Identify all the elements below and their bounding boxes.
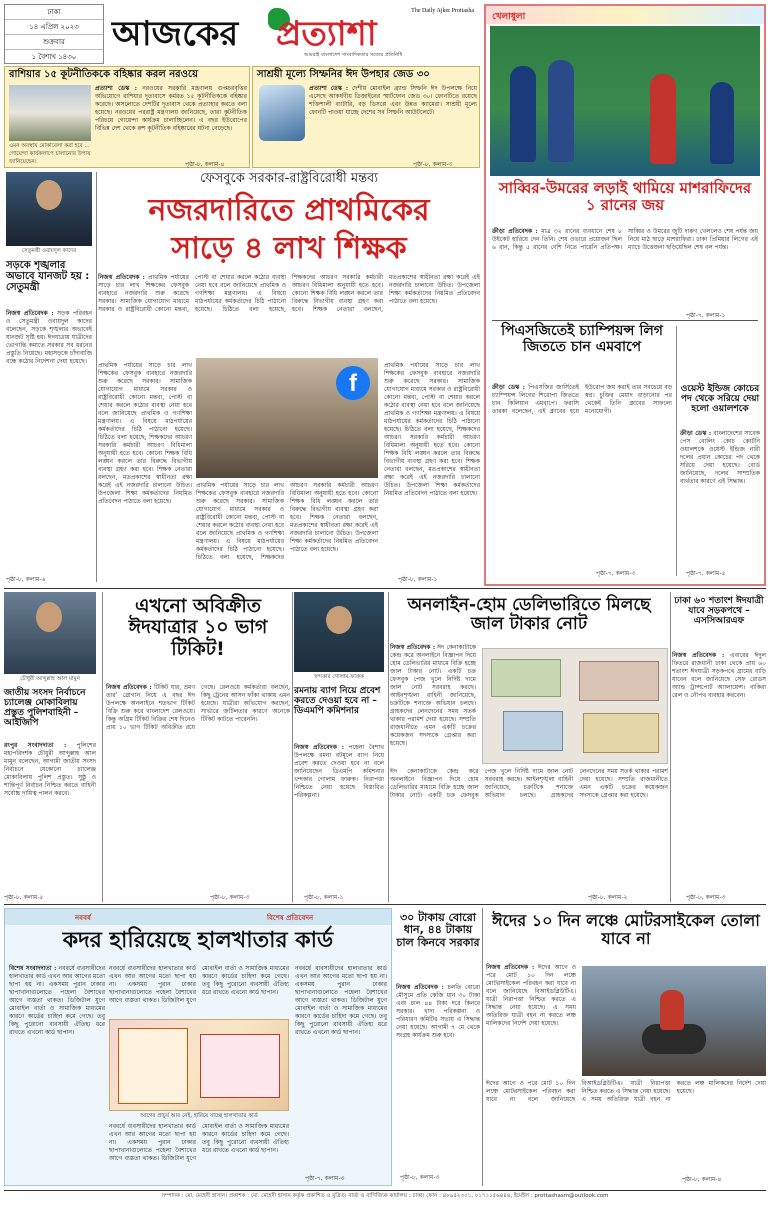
halkhata-card-1 (118, 1028, 188, 1104)
note-bundle-1 (491, 659, 561, 697)
note-bundle-4 (583, 713, 659, 753)
ramna-photo (294, 592, 384, 672)
setu-headline: সড়কে শৃঙ্খলার অভাবে যানজট হয় : সেতুমন্ত্রী (6, 260, 90, 294)
player-figure-4 (710, 82, 734, 164)
westindies-body: বাংলাদেশের সাবেক পেস বোলিং কোচ কোর্টনি ওয়ালশকে ওয়েস্ট ইন্ডিজ নারী দলের প্রধান কোচের পদ থেকে সরিয়ে দেয়া হয়েছে। বোর্ড জানিয়েছে, দলের সাম্প্রতিক ব্যর্থতার কারণে এই সিদ্ধান্ত। (680, 430, 760, 485)
story-norway (4, 66, 250, 168)
sports-continue: পৃষ্ঠা-৭, কলাম-১ (686, 312, 726, 319)
story-police (4, 592, 100, 902)
tickets-text (106, 684, 290, 890)
story-setu (4, 172, 94, 584)
halkhata-text-left (9, 965, 105, 1177)
sports-body: মাত্র ৩২ রানের ব্যবধানে শেষ ৮ উইকেট হারিয়ে দেন তিনি। শেষ ওভারে প্রয়োজন ছিল ৬ রান, কিন্তু ৫ রানের বেশি নিতে পারেনি প্রতিপক্ষ। সাব্বির ও উমরের জুটি দারুণ খেললেও শেষ পর্যন্ত জয় নিয়ে মাঠ ছাড়ে মাশরাফিরা। ঢাকা প্রিমিয়ার লিগের এই ম্যাচে উত্তেজনা ছড়িয়েছিল শেষ বল পর্যন্ত। (492, 228, 758, 251)
lead-text-bottom: প্রাথমিক পর্যায়ের সাড়ে চার লাখ শিক্ষকের ফেসবুক ব্যবহারে নজরদারি শুরু করেছে সরকার। সামাজিক যোগাযোগ মাধ্যমে সরকার ও রাষ্ট্রবিরোধী কোনো মন্তব্য, পোস্ট বা শেয়ার করলে কঠোর ব্যবস্থা নেয়া হবে বলে জানিয়েছে প্রাথমিক ও গণশিক্ষা মন্ত্রণালয়। এ বিষয়ে মাঠপর্যায়ের কর্মকর্তাদের চিঠি পাঠানো হয়েছে। চিঠিতে বলা হয়েছে, শিক্ষকদের আচরণ সরকারি কর্মচারী আচরণ বিধিমালা অনুযায়ী হতে হবে। কোনো শিক্ষক বিধি লঙ্ঘন করলে তার বিরুদ্ধে বিভাগীয় ব্যবস্থা গ্রহণ করা হবে। শিক্ষক নেতারা বলছেন, মতপ্রকাশের স্বাধীনতা রক্ষা করেই এই নজরদারি চালানো উচিত। উপজেলা শিক্ষা কর্মকর্তাদের নিয়মিত প্রতিবেদন পাঠাতে বলা হয়েছে। (196, 482, 378, 561)
westindies-continue: পৃষ্ঠা-৭, কলাম-৫ (686, 570, 726, 577)
ramna-continue: পৃষ্ঠা-৮, কলাম-১ (304, 894, 344, 901)
note-bundle-3 (503, 711, 563, 751)
cricket-photo (490, 26, 760, 176)
police-headline: জাতীয় সংসদ নির্বাচনে চ্যালেঞ্জ মোকাবিলায় প্রস্তুত পুলিশবাহিনী –আইজিপি (4, 688, 86, 729)
police-continue: পৃষ্ঠা-৮, কলাম-৫ (4, 894, 44, 901)
psg-byline: ক্রীড়া ডেস্ক : (492, 384, 525, 391)
halkhata-continue: পৃষ্ঠা-৭, কলাম-৩ (305, 1175, 345, 1182)
lead-byline: নিজস্ব প্রতিবেদক : (98, 274, 145, 281)
norway-photo (9, 85, 91, 141)
ramna-byline: নিজস্ব প্রতিবেদক : (294, 744, 344, 751)
setu-photo (6, 172, 92, 246)
player-figure-2 (548, 60, 574, 162)
motorcycle-text-bottom: ঈদের আগে ও পরে মোট ১০ দিন লঞ্চে মোটরসাইকেল পরিবহন করা যাবে না বলে জানিয়েছে বিআইডব্লিউটিএ। যাত্রী নিরাপত্তা নিশ্চিত করতে এ সিদ্ধান্ত নেয়া হয়েছে। এ সময় অতিরিক্ত যাত্রী বহন না করতে লঞ্চ মালিকদের নির্দেশ দেয়া হয়েছে। (486, 1080, 766, 1103)
sports-banner (486, 6, 764, 24)
halkhata-label-right: বিশেষ প্রতিবেদন (267, 914, 314, 922)
imprint-footer: সম্পাদক : মো. মেহেদী হাসান। প্রকাশক : মো. মেহেদী হাসান কর্তৃক প্রকাশিত ও মুদ্রিত। বার্তা ও বাণিজ্যিক কার্যালয় : ঢাকা। ফোন : ৪৮৯৫২৩০১, ০১৭১১৫৬৪৪৪, ইমেইল : prottashasm@outlook.com (161, 1193, 609, 1199)
police-face (36, 602, 62, 632)
fakenote-text-left (390, 644, 476, 764)
date-city: ঢাকা (47, 8, 61, 16)
symphony-body: দেশীয় মোবাইল ব্র্যান্ড সিম্ফনি ঈদ উপলক্ষে নিয়ে এসেছে আকর্ষণীয় ডিজাইনের স্মার্টফোন জেড ৩০। ফোনটিতে রয়েছে শক্তিশালী ব্যাটারি, বড় ডিসপ্লে এবং উন্নত ক্যামেরা। সাশ্রয়ী মূল্যে ফোনটি পাওয়া যাচ্ছে দেশের সব সিম্ফনি আউটলেটে। (309, 85, 477, 116)
facebook-icon: f (336, 366, 370, 400)
tenth-headline: ঢাকা ৬০ শতাংশ ঈদযাত্রী যাবে সড়কপথে –এসসিআরএফ (674, 596, 764, 627)
norway-caption: এমন অবস্থায় মোকাবেলা করা হবে ... গোয়েন্দা কার্যকলাপে চালানোর উপায় জানিয়েছেন। (9, 143, 91, 165)
symphony-headline: সাশ্রয়ী মূল্যে সিম্ফনির ঈদ উপহার জেড ৩০ (257, 69, 430, 80)
story-fake-notes (390, 592, 668, 902)
date-bangla: ১ বৈশাখ ১৪৩০ (5, 49, 103, 64)
fakenote-continue: পৃষ্ঠা-৮, কলাম-২ (588, 894, 628, 901)
tagline: আমরাই বাংলাদেশ সাংবাদিকতার সত্যের প্রতিনিধি (304, 52, 403, 58)
norway-text (95, 85, 247, 157)
lead-text-right: প্রাথমিক পর্যায়ের সাড়ে চার লাখ শিক্ষকের ফেসবুক ব্যবহারে নজরদারি শুরু করেছে সরকার। সামাজিক যোগাযোগ মাধ্যমে সরকার ও রাষ্ট্রবিরোধী কোনো মন্তব্য, পোস্ট বা শেয়ার করলে কঠোর ব্যবস্থা নেয়া হবে বলে জানিয়েছে প্রাথমিক ও গণশিক্ষা মন্ত্রণালয়। এ বিষয়ে মাঠপর্যায়ের কর্মকর্তাদের চিঠি পাঠানো হয়েছে। চিঠিতে বলা হয়েছে, শিক্ষকদের আচরণ সরকারি কর্মচারী আচরণ বিধিমালা অনুযায়ী হতে হবে। কোনো শিক্ষক বিধি লঙ্ঘন করলে তার বিরুদ্ধে বিভাগীয় ব্যবস্থা গ্রহণ করা হবে। শিক্ষক নেতারা বলছেন, মতপ্রকাশের স্বাধীনতা রক্ষা করেই এই নজরদারি চালানো উচিত। উপজেলা শিক্ষা কর্মকর্তাদের নিয়মিত প্রতিবেদন পাঠাতে বলা হয়েছে। (384, 362, 480, 497)
symphony-text (309, 85, 477, 157)
ramna-face (326, 606, 352, 634)
setu-face (36, 180, 62, 210)
lead-kicker: ফেসবুকে সরকার-রাষ্ট্রবিরোধী মন্তব্য (199, 171, 379, 186)
halkhata-card-2 (200, 1034, 280, 1098)
sports-divider (492, 320, 758, 321)
setu-continue: পৃষ্ঠা-৮, কলাম-৬ (6, 576, 46, 583)
middle-divider (4, 588, 766, 589)
fakenote-byline: নিজস্ব প্রতিবেদক : (390, 644, 436, 651)
symphony-continue: পৃষ্ঠা-৮, কলাম-৩ (413, 161, 453, 168)
fakenote-headline: অনলাইন-হোম ডেলিভারিতে মিলছে জাল টাকার নোট (407, 595, 651, 635)
halkhata-label-left: নববর্ষ (75, 914, 91, 922)
classroom-photo (196, 358, 378, 478)
date-weekday: শুক্রবার (5, 34, 103, 49)
halkhata-card-photo (109, 1019, 289, 1111)
lead-headline-line2: সাড়ে ৪ লাখ শিক্ষক (171, 231, 407, 266)
police-caption: চৌধুরী আব্দুল্লাহ আল মামুন (20, 676, 80, 682)
footer-rule (4, 1190, 766, 1191)
tickets-body: টিকিট যার, ভ্রমণ তার' স্লোগান নিয়ে এ বছর ঈদ উপলক্ষে অনলাইনে শতভাগ টিকিট বিক্রি শুরু করে বাংলাদেশ রেলওয়ে। কিন্তু অগ্রিম টিকিট বিক্রির শেষ দিনেও প্রায় ১০ ভাগ টিকিট অবিক্রীত রয়ে গেছে। রেলওয়ে কর্মকর্তারা বলছেন, কিছু ট্রেনের আসন ফাঁকা থাকায় এমন হয়েছে। যাত্রীরা অভিযোগ করছেন, সার্ভারে জটিলতার কারণে অনেকে টিকিট কাটতে পারেননি। (106, 684, 290, 731)
psg-body: পিএসজির জার্সিতেই চ্যাম্পিয়ন্স লিগের শিরোপা জিততে চান কিলিয়ান এমবাপে। ফরাসি তারকা বলেছেন, এই ক্লাবের হয়ে ইউরোপ জয় করাই তার সবচেয়ে বড় স্বপ্ন। চুক্তির মেয়াদ বাড়ানোর পর থেকেই তিনি ক্লাবের সাফল্যে মনোযোগী। (492, 384, 672, 415)
lead-body-top: প্রাথমিক পর্যায়ের সাড়ে চার লাখ শিক্ষকের ফেসবুক ব্যবহারে নজরদারি শুরু করেছে সরকার। সামাজিক যোগাযোগ মাধ্যমে সরকার ও রাষ্ট্রবিরোধী কোনো মন্তব্য, পোস্ট বা শেয়ার করলে কঠোর ব্যবস্থা নেয়া হবে বলে জানিয়েছে প্রাথমিক ও গণশিক্ষা মন্ত্রণালয়। এ বিষয়ে মাঠপর্যায়ের কর্মকর্তাদের চিঠি পাঠানো হয়েছে। চিঠিতে বলা হয়েছে, শিক্ষকদের আচরণ সরকারি কর্মচারী আচরণ বিধিমালা অনুযায়ী হতে হবে। কোনো শিক্ষক বিধি লঙ্ঘন করলে তার বিরুদ্ধে বিভাগীয় ব্যবস্থা গ্রহণ করা হবে। শিক্ষক নেতারা বলছেন, মতপ্রকাশের স্বাধীনতা রক্ষা করেই এই নজরদারি চালানো উচিত। উপজেলা শিক্ষা কর্মকর্তাদের নিয়মিত প্রতিবেদন পাঠাতে বলা হয়েছে। (98, 274, 480, 313)
lead-text-left: প্রাথমিক পর্যায়ের সাড়ে চার লাখ শিক্ষকের ফেসবুক ব্যবহারে নজরদারি শুরু করেছে সরকার। সামাজিক যোগাযোগ মাধ্যমে সরকার ও রাষ্ট্রবিরোধী কোনো মন্তব্য, পোস্ট বা শেয়ার করলে কঠোর ব্যবস্থা নেয়া হবে বলে জানিয়েছে প্রাথমিক ও গণশিক্ষা মন্ত্রণালয়। এ বিষয়ে মাঠপর্যায়ের কর্মকর্তাদের চিঠি পাঠানো হয়েছে। চিঠিতে বলা হয়েছে, শিক্ষকদের আচরণ সরকারি কর্মচারী আচরণ বিধিমালা অনুযায়ী হতে হবে। কোনো শিক্ষক বিধি লঙ্ঘন করলে তার বিরুদ্ধে বিভাগীয় ব্যবস্থা গ্রহণ করা হবে। শিক্ষক নেতারা বলছেন, মতপ্রকাশের স্বাধীনতা রক্ষা করেই এই নজরদারি চালানো উচিত। উপজেলা শিক্ষা কর্মকর্তাদের নিয়মিত প্রতিবেদন পাঠাতে বলা হয়েছে। (98, 362, 192, 505)
police-photo (4, 592, 96, 674)
ramna-body: পহেলা বৈশাখ উপলক্ষে রমনা বটমূলে ব্যাগ নিয়ে প্রবেশ করতে দেওয়া হবে না বলে জানিয়েছেন ডিএমপি কমিশনার খন্দকার গোলাম ফারুক। নিরাপত্তা নিশ্চিতে নেয়া হয়েছে বিস্তারিত পরিকল্পনা। (294, 744, 384, 799)
newspaper-logo (108, 4, 480, 64)
lead-headline-line1: নজরদারিতে প্রাথমিকের (148, 193, 430, 228)
motorcycle-byline: নিজস্ব প্রতিবেদক : (486, 964, 535, 971)
lead-text-top (98, 274, 480, 358)
story-dhaka-60 (672, 592, 766, 902)
story-motorcycle (486, 908, 766, 1186)
ramna-text (294, 744, 384, 890)
english-name: The Daily Ajker Prottasha (411, 8, 474, 14)
fakenote-divider (670, 592, 671, 902)
tickets-divider (292, 592, 293, 902)
tenth-text (672, 652, 766, 890)
tenth-body: এবারের ঈদুল ফিতরে রাজধানী ঢাকা থেকে প্রায় ৬০ শতাংশ ঈদযাত্রী সড়কপথে গ্রামের বাড়ি যাবেন বলে জানিয়েছে সেফ রোডস অ্যান্ড ট্রান্সপোর্ট অ্যালায়েন্স। বাকিরা রেল ও নৌপথ ব্যবহার করবেন। (672, 652, 766, 699)
rice-divider (482, 908, 483, 1186)
left-column-divider (96, 172, 97, 582)
lead-continue: পৃষ্ঠা-৮, কলাম-১ (398, 576, 438, 583)
police-divider (102, 592, 103, 902)
sports-text (492, 228, 758, 308)
logo-left: আজকের (112, 14, 239, 54)
motorcycle-continue: পৃষ্ঠা-৮, কলাম-৪ (682, 1176, 722, 1183)
date-gregorian: ১৪ এপ্রিল ২০২৩ (5, 19, 103, 34)
halkhata-text-bottom: নববর্ষে ব্যবসায়ীদের হালখাতার কার্ড এখন আর আগের মতো ছাপা হয় না। একসময় পুরান ঢাকার ছাপাখানাগুলোতে পহেলা বৈশাখের আগে ব্যস্ততা থাকত। ডিজিটাল যুগে মোবাইল বার্তা ও সামাজিক মাধ্যমের কারণে কার্ডের চাহিদা কমে গেছে। তবু কিছু পুরোনো ব্যবসায়ী ঐতিহ্য ধরে রাখতে এখনো কার্ড ছাপান। (109, 1123, 289, 1162)
player-figure-3 (650, 74, 676, 164)
setu-body: সড়ক পরিবহন ও সেতুমন্ত্রী ওবায়দুল কাদের বলেছেন, সড়কে শৃঙ্খলার অভাবেই যানজট সৃষ্টি হয়। ঈদযাত্রায় যাত্রীদের ভোগান্তি কমাতে সরকার সব ধরনের প্রস্তুতি নিয়েছে। মহাসড়কে চাঁদাবাজি বন্ধে কঠোর নির্দেশনা দেয়া হয়েছে। (6, 310, 92, 365)
lower-divider (4, 904, 766, 905)
police-byline: রংপুর সংবাদদাতা : (4, 742, 67, 749)
tenth-byline: নিজস্ব প্রতিবেদক : (672, 652, 725, 659)
fakenote-text-bottom: ঈদ কেনাকাটাকে কেন্দ্র করে অনলাইনে বিজ্ঞাপন দিয়ে হোম ডেলিভারির মাধ্যমে বিক্রি হচ্ছে জাল টাকার নোট। একটি চক্র ফেসবুক পেজ খুলে নির্দিষ্ট দামে জাল নোট সরবরাহ করছে। আইনশৃঙ্খলা বাহিনী জানিয়েছে, চক্রটিকে শনাক্তে অভিযান চলছে। গ্রাহকদের লেনদেনের সময় সতর্ক থাকার পরামর্শ দেয়া হয়েছে। সম্প্রতি রাজধানীতে এমন একটি চক্রের কয়েকজন সদস্যকে গ্রেপ্তার করা হয়েছে। (390, 768, 668, 799)
tickets-byline: নিজস্ব প্রতিবেদক : (106, 684, 152, 691)
norway-headline: রাশিয়ার ১৫ কূটনীতিককে বহিষ্কার করল নরওয়ে (9, 69, 198, 80)
psg-westindies-divider (676, 326, 677, 576)
note-bundle-2 (579, 661, 659, 701)
norway-byline: প্রত্যাশা ডেস্ক : (95, 85, 137, 92)
rice-byline: নিজস্ব প্রতিবেদক : (396, 984, 444, 991)
lead-story (98, 172, 480, 584)
motorcycle-body: ঈদের আগে ও পরে মোট ১০ দিন লঞ্চে মোটরসাইকেল পরিবহন করা যাবে না বলে জানিয়েছে বিআইডব্লিউটিএ। যাত্রী নিরাপত্তা নিশ্চিত করতে এ সিদ্ধান্ত নেয়া হয়েছে। এ সময় অতিরিক্ত যাত্রী বহন না করতে লঞ্চ মালিকদের নির্দেশ দেয়া হয়েছে। (486, 964, 576, 1027)
story-ramna (294, 592, 386, 902)
rice-continue: পৃষ্ঠা-৮, কলাম-৩ (400, 1174, 440, 1181)
halkhata-text-right: নববর্ষে ব্যবসায়ীদের হালখাতার কার্ড এখন আর আগের মতো ছাপা হয় না। একসময় পুরান ঢাকার ছাপাখানাগুলোতে পহেলা বৈশাখের আগে ব্যস্ততা থাকত। ডিজিটাল যুগে মোবাইল বার্তা ও সামাজিক মাধ্যমের কারণে কার্ডের চাহিদা কমে গেছে। তবু কিছু পুরোনো ব্যবসায়ী ঐতিহ্য ধরে রাখতে এখনো কার্ড ছাপান। (295, 965, 387, 1036)
ramna-headline: রমনায় ব্যাগ নিয়ে প্রবেশ করতে দেওয়া হবে না –ডিএমপি কমিশনার (294, 686, 381, 717)
setu-caption: সেতুমন্ত্রী ওবায়দুল কাদের (21, 248, 77, 254)
halkhata-label-bar (5, 909, 391, 925)
date-box (4, 4, 104, 64)
tickets-headline: এখনো অবিক্রীত ঈদযাত্রার ১০ ভাগ টিকিট! (128, 595, 268, 660)
norway-body: নরওয়ের সরকারি মন্ত্রণালয় গুপ্তচরবৃত্তির অভিযোগে রাশিয়ার দূতাবাসে কর্মরত ১৫ কূটনীতিককে বহিষ্কার করেছে। অসলোতে দেশটির দূতাবাস থেকে প্রত্যাহার করতে বলা হয়েছে। নরওয়ের পররাষ্ট্র মন্ত্রণালয় জানিয়েছে, তারা কূটনীতিক পরিচয়ে গোয়েন্দা কার্যক্রম চালাচ্ছিলেন। এ বছর ইউরোপের বিভিন্ন দেশ থেকে রুশ কূটনীতিক বহিষ্কারের ঘটনা বেড়েছে। (95, 85, 247, 132)
story-halkhata (4, 908, 392, 1186)
westindies-headline: ওয়েস্ট ইন্ডিজ কোচের পদ থেকে সরিয়ে দেয়া হলো ওয়ালশকে (680, 384, 760, 415)
ramna-caption: খন্দকার গোলাম ফারুক (314, 674, 364, 680)
rice-headline: ৩০ টাকায় বোরো ধান, ৪৪ টাকায় চাল কিনবে সরকার (396, 911, 480, 949)
story-symphony (252, 66, 480, 168)
symphony-byline: প্রত্যাশা ডেস্ক : (309, 85, 349, 92)
tickets-continue: পৃষ্ঠা-৮, কলাম-৩ (210, 894, 250, 901)
logo-right: প্রত্যাশা (276, 14, 377, 54)
halkhata-byline: বিশেষ সংবাদদাতা : (9, 965, 57, 972)
sports-panel (484, 4, 766, 586)
halkhata-body: নববর্ষে ব্যবসায়ীদের হালখাতার কার্ড এখন আর আগের মতো ছাপা হয় না। একসময় পুরান ঢাকার ছাপাখানাগুলোতে পহেলা বৈশাখের আগে ব্যস্ততা থাকত। ডিজিটাল যুগে মোবাইল বার্তা ও সামাজিক মাধ্যমের কারণে কার্ডের চাহিদা কমে গেছে। তবু কিছু পুরোনো ব্যবসায়ী ঐতিহ্য ধরে রাখতে এখনো কার্ড ছাপান। (9, 965, 105, 1036)
police-text (4, 742, 96, 892)
sports-section-label: খেলাধুলা (492, 12, 526, 22)
psg-continue: পৃষ্ঠা-৭, কলাম-৩ (596, 570, 636, 577)
ramna-divider (388, 592, 389, 902)
norway-continue: পৃষ্ঠা-৮, কলাম-৪ (185, 161, 225, 168)
player-figure-1 (510, 66, 536, 162)
sports-headline: সাব্বির-উমরের লড়াই থামিয়ে মাশরাফিদের ১ রানের জয় (498, 179, 752, 214)
police-body: পুলিশের মহাপরিদর্শক চৌধুরী আব্দুল্লাহ আল মামুন বলেছেন, আগামী জাতীয় সংসদ নির্বাচনে যেকোনো চ্যালেঞ্জ মোকাবিলায় পুলিশ প্রস্তুত। সুষ্ঠু ও শান্তিপূর্ণ নির্বাচন নিশ্চিত করতে বাহিনী সর্বোচ্চ দায়িত্ব পালন করবে। (4, 742, 96, 797)
rice-text (396, 984, 480, 1170)
phone-image (259, 85, 305, 141)
setu-text (6, 310, 92, 572)
masthead (4, 4, 480, 64)
setu-byline: নিজস্ব প্রতিবেদক : (6, 310, 54, 317)
fakenote-body: ঈদ কেনাকাটাকে কেন্দ্র করে অনলাইনে বিজ্ঞাপন দিয়ে হোম ডেলিভারির মাধ্যমে বিক্রি হচ্ছে জাল টাকার নোট। একটি চক্র ফেসবুক পেজ খুলে নির্দিষ্ট দামে জাল নোট সরবরাহ করছে। আইনশৃঙ্খলা বাহিনী জানিয়েছে, চক্রটিকে শনাক্তে অভিযান চলছে। গ্রাহকদের লেনদেনের সময় সতর্ক থাকার পরামর্শ দেয়া হয়েছে। সম্প্রতি রাজধানীতে এমন একটি চক্রের কয়েকজন সদস্যকে গ্রেপ্তার করা হয়েছে। (390, 644, 476, 747)
rice-body: চলতি বোরো মৌসুমে প্রতি কেজি ধান ৩০ টাকা এবং চাল ৪৪ টাকা দরে কিনবে সরকার। খাদ্য পরিকল্পনা ও পরিধারণ কমিটির সভায় এ সিদ্ধান্ত নেয়া হয়েছে। আগামী ৭ মে থেকে সংগ্রহ কার্যক্রম শুরু হবে। (396, 984, 480, 1039)
fake-notes-photo (482, 648, 668, 764)
motorcycle-text-left (486, 964, 576, 1060)
motorcycle-photo (582, 966, 766, 1076)
story-tickets (106, 592, 290, 902)
psg-text (492, 384, 672, 566)
rider-shape (660, 990, 684, 1030)
westindies-byline: ক্রীড়া ডেস্ক : (680, 430, 712, 437)
halkhata-text-top: নববর্ষে ব্যবসায়ীদের হালখাতার কার্ড এখন আর আগের মতো ছাপা হয় না। একসময় পুরান ঢাকার ছাপাখানাগুলোতে পহেলা বৈশাখের আগে ব্যস্ততা থাকত। ডিজিটাল যুগে মোবাইল বার্তা ও সামাজিক মাধ্যমের কারণে কার্ডের চাহিদা কমে গেছে। তবু কিছু পুরোনো ব্যবসায়ী ঐতিহ্য ধরে রাখতে এখনো কার্ড ছাপান। (109, 965, 289, 1004)
westindies-text (680, 430, 760, 566)
tenth-continue: পৃষ্ঠা-৮, কলাম-৩ (686, 894, 726, 901)
sports-byline: ক্রীড়া প্রতিবেদক : (492, 228, 538, 235)
psg-headline: পিএসজিতেই চ্যাম্পিয়ন্স লিগ জিততে চান এমবাপে (501, 323, 663, 355)
motorcycle-headline: ঈদের ১০ দিন লঞ্চে মোটরসাইকেল তোলা যাবে না (492, 911, 760, 948)
halkhata-caption: আগের প্রাচুর্য আর নেই, হারিয়ে যাচ্ছে হালখাতার কার্ড (140, 1113, 258, 1119)
story-rice (396, 908, 480, 1186)
halkhata-headline: কদর হারিয়েছে হালখাতার কার্ড (62, 928, 334, 953)
